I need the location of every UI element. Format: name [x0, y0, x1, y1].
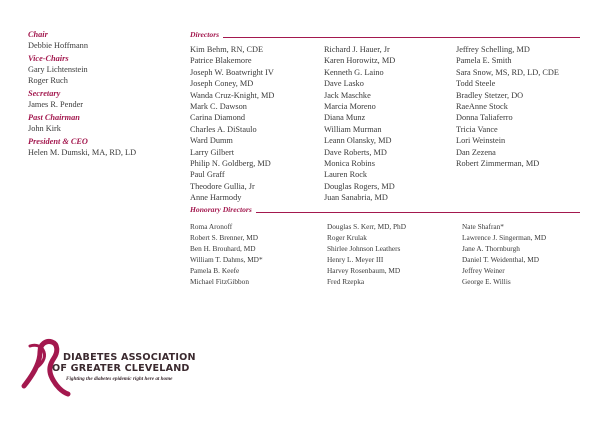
director-name: RaeAnne Stock [456, 102, 508, 112]
director-name: Robert Zimmerman, MD [456, 159, 540, 169]
honorary-director-name: Shirlee Johnson Leathers [327, 244, 401, 253]
director-name: Theodore Gullia, Jr [190, 181, 255, 191]
director-name: Pamela E. Smith [456, 56, 512, 66]
officer-name: Roger Ruch [28, 76, 68, 86]
director-name: Patrice Blakemore [190, 56, 252, 66]
honorary-director-name: Harvey Rosenbaum, MD [327, 266, 401, 275]
director-name: Mark C. Dawson [190, 102, 247, 112]
honorary-director-name: Nate Shafran* [462, 222, 504, 231]
honorary-director-name: Jeffrey Weiner [462, 266, 505, 275]
honorary-director-name: George E. Willis [462, 277, 511, 286]
director-name: Lauren Rock [324, 170, 368, 180]
officer-name: Debbie Hoffmann [28, 41, 88, 50]
officer-title: Vice-Chairs [28, 53, 69, 63]
director-name: William Murman [324, 124, 382, 134]
officer-name: John Kirk [28, 124, 61, 134]
directors-column-3 [456, 44, 559, 169]
director-name: Sara Snow, MS, RD, LD, CDE [456, 67, 559, 77]
director-name: Tricia Vance [456, 124, 498, 134]
director-name: Wanda Cruz-Knight, MD [190, 90, 275, 100]
director-name: Charles A. DiStaulo [190, 124, 257, 134]
directors-heading: Directors [190, 30, 223, 40]
director-name: Philip N. Goldberg, MD [190, 159, 271, 169]
officers-list [28, 30, 178, 161]
director-name: Karen Horowitz, MD [324, 56, 396, 66]
director-name: Dan Zezena [456, 147, 496, 157]
officer-title: Past Chairman [28, 113, 80, 123]
officer-name: James R. Pender [28, 100, 84, 110]
logo-line-1: DIABETES ASSOCIATION [63, 352, 196, 363]
honorary-column-2 [327, 221, 406, 287]
director-name: Marcia Moreno [324, 102, 376, 112]
honorary-heading-bar [190, 205, 580, 215]
officer-title: Chair [28, 30, 48, 39]
director-name: Ward Dumm [190, 136, 233, 146]
officer-group [28, 89, 178, 111]
officer-name: Gary Lichtenstein [28, 64, 88, 74]
director-name: Richard J. Hauer, Jr [324, 45, 390, 54]
honorary-director-name: Roma Aronoff [190, 222, 233, 231]
honorary-column-3 [462, 221, 546, 287]
officer-group [28, 30, 178, 52]
honorary-column-1 [190, 221, 263, 287]
director-name: Paul Graff [190, 170, 225, 180]
director-name: Dave Lasko [324, 79, 364, 89]
directors-heading-bar [190, 30, 580, 40]
honorary-director-name: Lawrence J. Singerman, MD [462, 233, 547, 242]
honorary-director-name: Henry L. Meyer III [327, 255, 384, 264]
logo-line-2: OF GREATER CLEVELAND [52, 363, 190, 374]
honorary-director-name: Daniel T. Weidenthal, MD [462, 255, 540, 264]
honorary-director-name: Fred Rzepka [327, 277, 365, 286]
directors-column-2 [324, 44, 395, 204]
director-name: Todd Steele [456, 79, 496, 89]
honorary-director-name: Roger Krulak [327, 233, 367, 242]
director-name: Larry Gilbert [190, 147, 235, 157]
officer-title: President & CEO [28, 137, 88, 147]
director-name: Leann Olansky, MD [324, 136, 392, 146]
honorary-heading: Honorary Directors [190, 205, 256, 215]
director-name: Jeffrey Schelling, MD [456, 45, 530, 54]
director-name: Donna Taliaferro [456, 113, 513, 123]
director-name: Joseph Coney, MD [190, 79, 254, 89]
director-name: Diana Munz [324, 113, 366, 123]
logo-tagline: Fighting the diabetes epidemic right here at home [66, 376, 173, 382]
director-name: Dave Roberts, MD [324, 147, 387, 157]
officer-title: Secretary [28, 89, 61, 99]
director-name: Monica Robins [324, 159, 375, 169]
director-name: Carina Diamond [190, 113, 246, 123]
director-name: Douglas Rogers, MD [324, 181, 395, 191]
honorary-director-name: Michael FitzGibbon [190, 277, 249, 286]
director-name: Anne Harmody [190, 193, 242, 203]
director-name: Joseph W. Boatwright IV [190, 67, 274, 77]
director-name: Juan Sanabria, MD [324, 193, 388, 203]
director-name: Bradley Stetzer, DO [456, 90, 524, 100]
honorary-director-name: Pamela B. Keefe [190, 266, 240, 275]
honorary-director-name: Douglas S. Kerr, MD, PhD [327, 222, 406, 231]
honorary-director-name: Robert S. Brenner, MD [190, 233, 259, 242]
officer-name: Helen M. Dumski, MA, RD, LD [28, 148, 137, 158]
director-name: Kenneth G. Laino [324, 67, 384, 77]
director-name: Jack Maschke [324, 90, 371, 100]
director-name: Lori Weinstein [456, 136, 506, 146]
honorary-director-name: Jane A. Thornburgh [462, 244, 520, 253]
honorary-director-name: William T. Dahms, MD* [190, 255, 263, 264]
officer-group [28, 113, 178, 135]
officer-group [28, 54, 178, 87]
honorary-director-name: Ben H. Brouhard, MD [190, 244, 256, 253]
directors-rule [190, 37, 580, 38]
organization-logo [18, 338, 198, 398]
directors-column-1 [190, 44, 274, 204]
director-name: Kim Behm, RN, CDE [190, 45, 264, 54]
officer-group [28, 137, 178, 159]
